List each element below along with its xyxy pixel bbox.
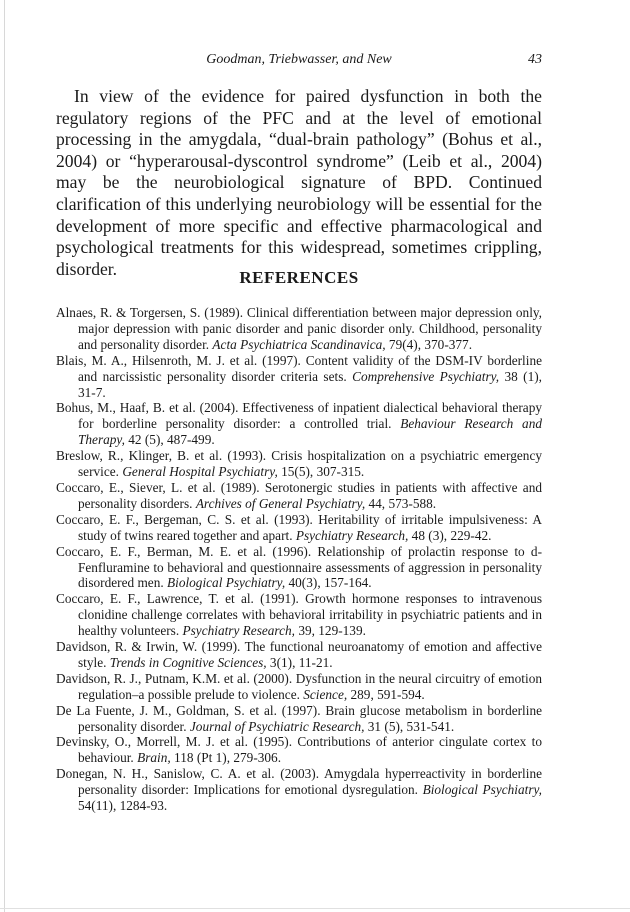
reference-volume-pages: 118 (Pt 1), 279-306. — [170, 750, 282, 766]
reference-text: Coccaro, E. F., Lawrence, T. et al. (1991). Growth hormone responses to intravenous clonidine challenge correlates with behavioral irritability in psychiatric patients and in healthy volunteers. — [56, 591, 542, 639]
reference-entry — [56, 480, 542, 512]
reference-journal: Psychiatry Research, — [295, 527, 409, 543]
references-heading: REFERENCES — [239, 268, 359, 287]
reference-journal: Biological Psychiatry, — [422, 782, 542, 798]
reference-entry — [56, 591, 542, 639]
reference-volume-pages: 48 (3), 229-42. — [408, 527, 492, 543]
running-head — [56, 52, 542, 70]
page-number: 43 — [528, 52, 542, 67]
reference-text: Devinsky, O., Morrell, M. J. et al. (1995). Contributions of anterior cingulate cortex to behaviour. — [56, 734, 542, 766]
reference-text: Coccaro, E., Siever, L. et al. (1989). Serotonergic studies in patients with affective and personality disorders. — [56, 479, 542, 511]
references-list — [56, 305, 542, 814]
page-bottom-edge — [0, 908, 630, 909]
reference-entry — [56, 734, 542, 766]
reference-text: Davidson, R. & Irwin, W. (1999). The functional neuroanatomy of emotion and affective style. — [56, 639, 542, 670]
reference-entry — [56, 703, 542, 735]
reference-volume-pages: 31 (5), 531-541. — [364, 718, 455, 734]
reference-volume-pages: 3(1), 11-21. — [266, 654, 333, 670]
reference-entry — [56, 400, 542, 448]
reference-volume-pages: 79(4), 370-377. — [385, 336, 473, 352]
reference-journal: Journal of Psychiatric Research, — [189, 718, 365, 734]
reference-volume-pages: 40(3), 157-164. — [285, 575, 372, 591]
reference-volume-pages: 38 (1), 31-7. — [78, 368, 542, 400]
reference-entry — [56, 544, 542, 592]
reference-volume-pages: 44, 573-588. — [365, 495, 437, 511]
reference-journal: Comprehensive Psychiatry, — [352, 368, 500, 384]
reference-text: Davidson, R. J., Putnam, K.M. et al. (2000). Dysfunction in the neural circuitry of emotion regulation–a possible prelude to violence. — [56, 670, 542, 702]
reference-text: Breslow, R., Klinger, B. et al. (1993). Crisis hospitalization on a psychiatric emergency service. — [56, 448, 542, 480]
reference-volume-pages: 289, 591-594. — [347, 686, 425, 702]
reference-volume-pages: 15(5), 307-315. — [277, 464, 365, 480]
reference-journal: Acta Psychiatrica Scandinavica, — [212, 336, 386, 352]
reference-entry — [56, 766, 542, 814]
reference-entry — [56, 353, 542, 401]
reference-text: Blais, M. A., Hilsenroth, M. J. et al. (1997). Content validity of the DSM-IV borderline and narcissistic personality disorder criteria sets. — [56, 352, 542, 384]
body-paragraph: In view of the evidence for paired dysfunction in both the regulatory regions of the PFC and at the level of emotional processing in the amygdala, “dual-brain pathology” (Bohus et al., 2004) or “hyperarousal-dyscontrol syndrome” (Leib et al., 2004) may be the neurobiological signature of BPD. Continued clarification of this underlying neurobiology will be essential for the development of more specific and effective pharmacological and psychological treatments for this widespread, sometimes crippling, disorder. — [56, 86, 542, 279]
reference-journal: Psychiatry Research, — [182, 623, 295, 639]
reference-text: Coccaro, E. F., Berman, M. E. et al. (1996). Relationship of prolactin response to d-Fenfluramine to behavioral and questionnaire assessments of aggression in personality disordered men. — [56, 543, 542, 591]
reference-text: Coccaro, E. F., Bergeman, C. S. et al. (1993). Heritability of irritable impulsiveness: A study of twins reared together and apart. — [56, 511, 542, 543]
reference-text: Donegan, N. H., Sanislow, C. A. et al. (2003). Amygdala hyperreactivity in borderline personality disorder: Implications for emotional dysregulation. — [56, 766, 542, 798]
reference-journal: Trends in Cognitive Sciences, — [109, 654, 267, 670]
running-head-authors: Goodman, Triebwasser, and New — [206, 52, 392, 67]
reference-entry — [56, 639, 542, 671]
reference-volume-pages: 42 (5), 487-499. — [124, 432, 215, 448]
reference-entry — [56, 448, 542, 480]
reference-entry — [56, 512, 542, 544]
reference-journal: Biological Psychiatry, — [167, 575, 286, 591]
reference-text: De La Fuente, J. M., Goldman, S. et al. (1997). Brain glucose metabolism in borderline personality disorder. — [56, 702, 542, 734]
reference-journal: Brain, — [137, 750, 171, 766]
reference-volume-pages: 54(11), 1284-93. — [78, 798, 168, 814]
reference-text: Alnaes, R. & Torgersen, S. (1989). Clinical differentiation between major depression only, major depression with panic disorder and panic disorder only. Childhood, personality and personality disorder. — [56, 305, 542, 352]
reference-entry — [56, 671, 542, 703]
reference-journal: Science, — [303, 686, 348, 702]
reference-text: Bohus, M., Haaf, B. et al. (2004). Effectiveness of inpatient dialectical behavioral therapy for borderline personality disorder: a controlled trial. — [56, 400, 542, 432]
reference-volume-pages: 39, 129-139. — [295, 623, 366, 639]
page-edge-shadow — [4, 0, 5, 912]
reference-journal: Archives of General Psychiatry, — [195, 495, 366, 511]
reference-journal: Behaviour Research and Therapy, — [78, 416, 543, 448]
reference-entry — [56, 305, 542, 353]
reference-journal: General Hospital Psychiatry, — [122, 464, 278, 480]
